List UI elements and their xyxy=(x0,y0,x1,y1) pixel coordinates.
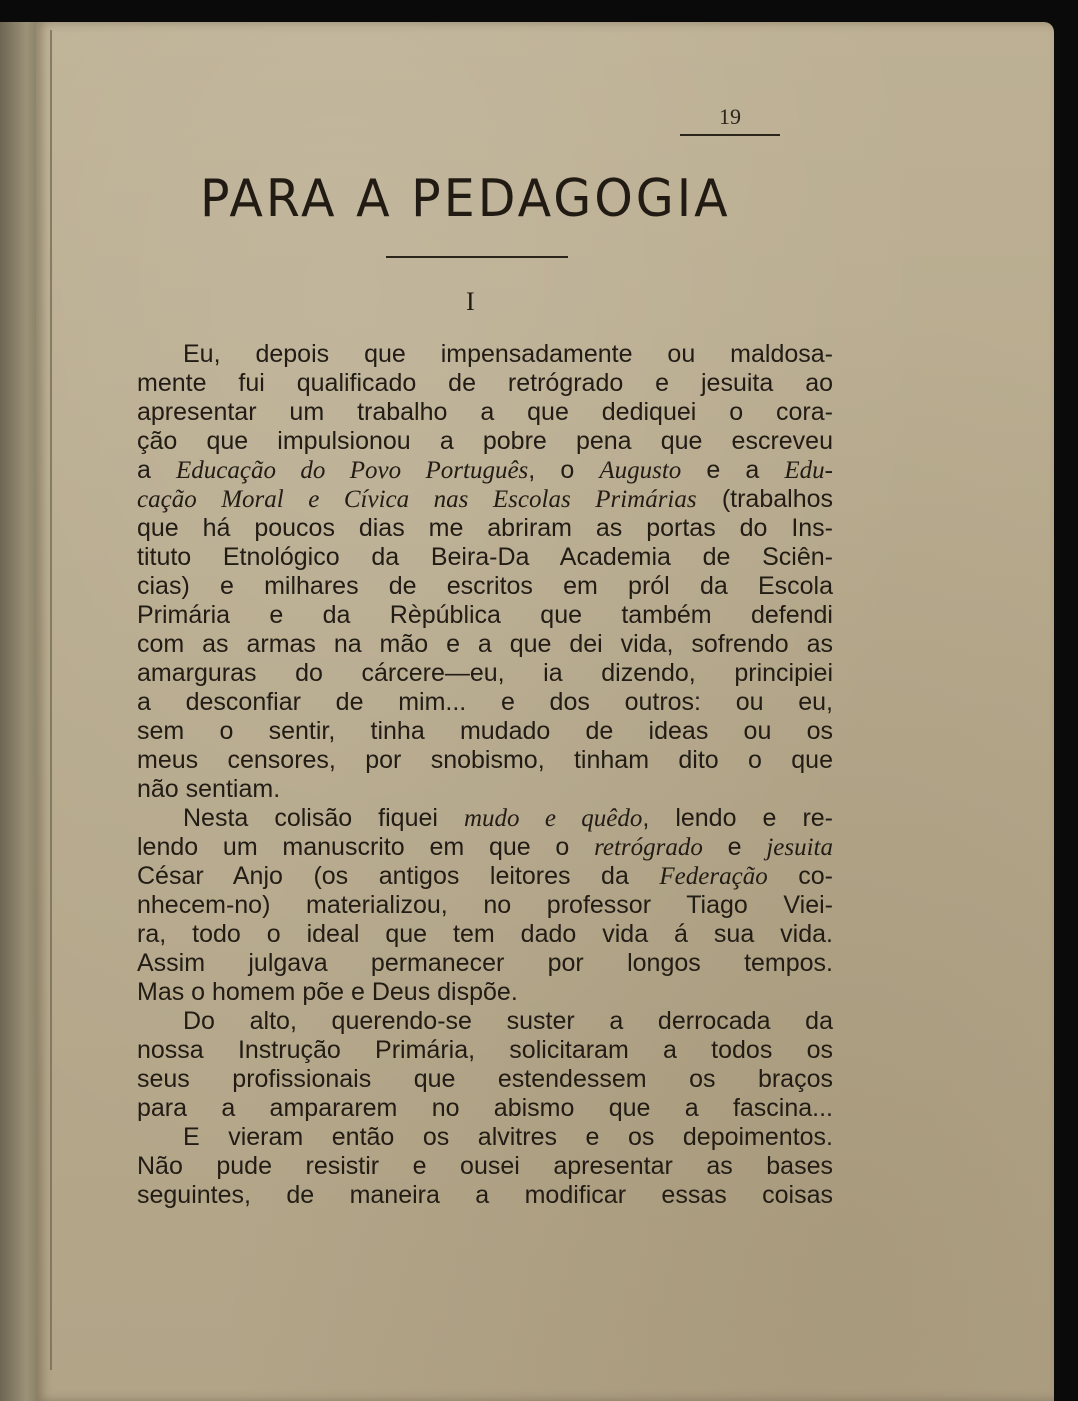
text-run: Não pude resistir e ousei apresentar as bases xyxy=(137,1152,833,1180)
text-line xyxy=(137,804,833,833)
italic-title-federacao: Federação xyxy=(659,863,768,890)
text-line xyxy=(137,949,833,978)
text-run: seus profissionais que estendessem os braços xyxy=(137,1065,833,1093)
text-run: César Anjo (os antigos leitores da xyxy=(137,862,660,890)
text-run: que há poucos dias me abriram as portas do Ins- xyxy=(137,514,833,542)
text-line xyxy=(137,572,833,601)
text-line xyxy=(137,688,833,717)
text-run: (trabalhos xyxy=(696,485,833,513)
text-line xyxy=(137,1152,833,1181)
text-run: seguintes, de maneira a modificar essas coisas xyxy=(137,1181,833,1209)
italic-word: jesuita xyxy=(766,834,834,861)
text-run: não sentiam. xyxy=(137,775,281,803)
text-line xyxy=(137,978,833,1007)
body-text xyxy=(137,340,833,1210)
text-run: ra, todo o ideal que tem dado vida á sua vida. xyxy=(137,920,833,948)
italic-title-educacao-moral: Edu- xyxy=(784,457,833,484)
text-run: com as armas na mão e a que dei vida, sofrendo as xyxy=(137,630,833,658)
text-line xyxy=(137,485,833,514)
text-run: , o xyxy=(528,456,600,484)
text-run: a desconfiar de mim... e dos outros: ou eu, xyxy=(137,688,833,716)
text-line xyxy=(137,456,833,485)
italic-title-augusto: Augusto xyxy=(599,457,682,484)
text-line xyxy=(137,601,833,630)
italic-word: retrógrado xyxy=(594,834,703,861)
text-line xyxy=(137,746,833,775)
chapter-title: PARA A PEDAGOGIA xyxy=(200,168,731,229)
text-line xyxy=(137,1065,833,1094)
text-run: meus censores, por snobismo, tinham dito o que xyxy=(137,746,833,774)
text-line xyxy=(137,891,833,920)
text-run: Nesta colisão fiquei xyxy=(183,804,464,832)
text-line xyxy=(137,1036,833,1065)
text-line xyxy=(137,775,833,804)
section-number: I xyxy=(466,287,475,316)
text-line xyxy=(137,659,833,688)
text-run: e xyxy=(702,833,767,861)
text-line xyxy=(137,1123,833,1152)
text-run: nossa Instrução Primária, solicitaram a todos os xyxy=(137,1036,833,1064)
page-number: 19 xyxy=(680,104,780,136)
italic-phrase: mudo e quêdo xyxy=(463,805,643,832)
text-run: co- xyxy=(767,862,833,890)
text-line xyxy=(137,717,833,746)
text-run: Mas o homem põe e Deus dispõe. xyxy=(137,978,518,1006)
text-run: amarguras do cárcere—eu, ia dizendo, principiei xyxy=(137,659,833,687)
text-line xyxy=(137,920,833,949)
text-run: lendo um manuscrito em que o xyxy=(137,833,595,861)
text-run: Eu, depois que impensadamente ou maldosa- xyxy=(183,340,833,368)
text-line xyxy=(137,833,833,862)
text-run: nhecem-no) materializou, no professor Tiago Viei- xyxy=(137,891,833,919)
text-run: Assim julgava permanecer por longos tempos. xyxy=(137,949,833,977)
text-line xyxy=(137,514,833,543)
text-line xyxy=(137,862,833,891)
text-run: apresentar um trabalho a que dediquei o cora- xyxy=(137,398,833,426)
text-run: sem o sentir, tinha mudado de ideas ou os xyxy=(137,717,833,745)
text-run: tituto Etnológico da Beira-Da Academia de Sciên- xyxy=(137,543,833,571)
text-line xyxy=(137,630,833,659)
text-run: a xyxy=(137,456,176,484)
text-run: E vieram então os alvitres e os depoimentos. xyxy=(183,1123,833,1151)
text-run: Primária e da Rèpública que também defendi xyxy=(137,601,833,629)
text-run: mente fui qualificado de retrógrado e jesuita ao xyxy=(137,369,833,397)
text-run: cias) e milhares de escritos em pról da Escola xyxy=(137,572,833,600)
text-line xyxy=(137,1181,833,1210)
text-line xyxy=(137,427,833,456)
page-gutter-line xyxy=(50,30,52,1370)
text-run: Do alto, querendo-se suster a derrocada da xyxy=(183,1007,833,1035)
italic-title-educacao-moral: cação Moral e Cívica nas Escolas Primárias xyxy=(137,486,697,513)
text-run: ção que impulsionou a pobre pena que escreveu xyxy=(137,427,833,455)
text-line xyxy=(137,1094,833,1123)
text-run: e a xyxy=(681,456,785,484)
italic-title-educacao-povo: Educação do Povo Português xyxy=(176,457,529,484)
text-line xyxy=(137,398,833,427)
text-run: , lendo e re- xyxy=(642,804,833,832)
text-line xyxy=(137,369,833,398)
text-line xyxy=(137,543,833,572)
title-rule xyxy=(386,256,568,258)
text-run: para a ampararem no abismo que a fascina... xyxy=(137,1094,833,1122)
text-line xyxy=(137,1007,833,1036)
text-line xyxy=(137,340,833,369)
